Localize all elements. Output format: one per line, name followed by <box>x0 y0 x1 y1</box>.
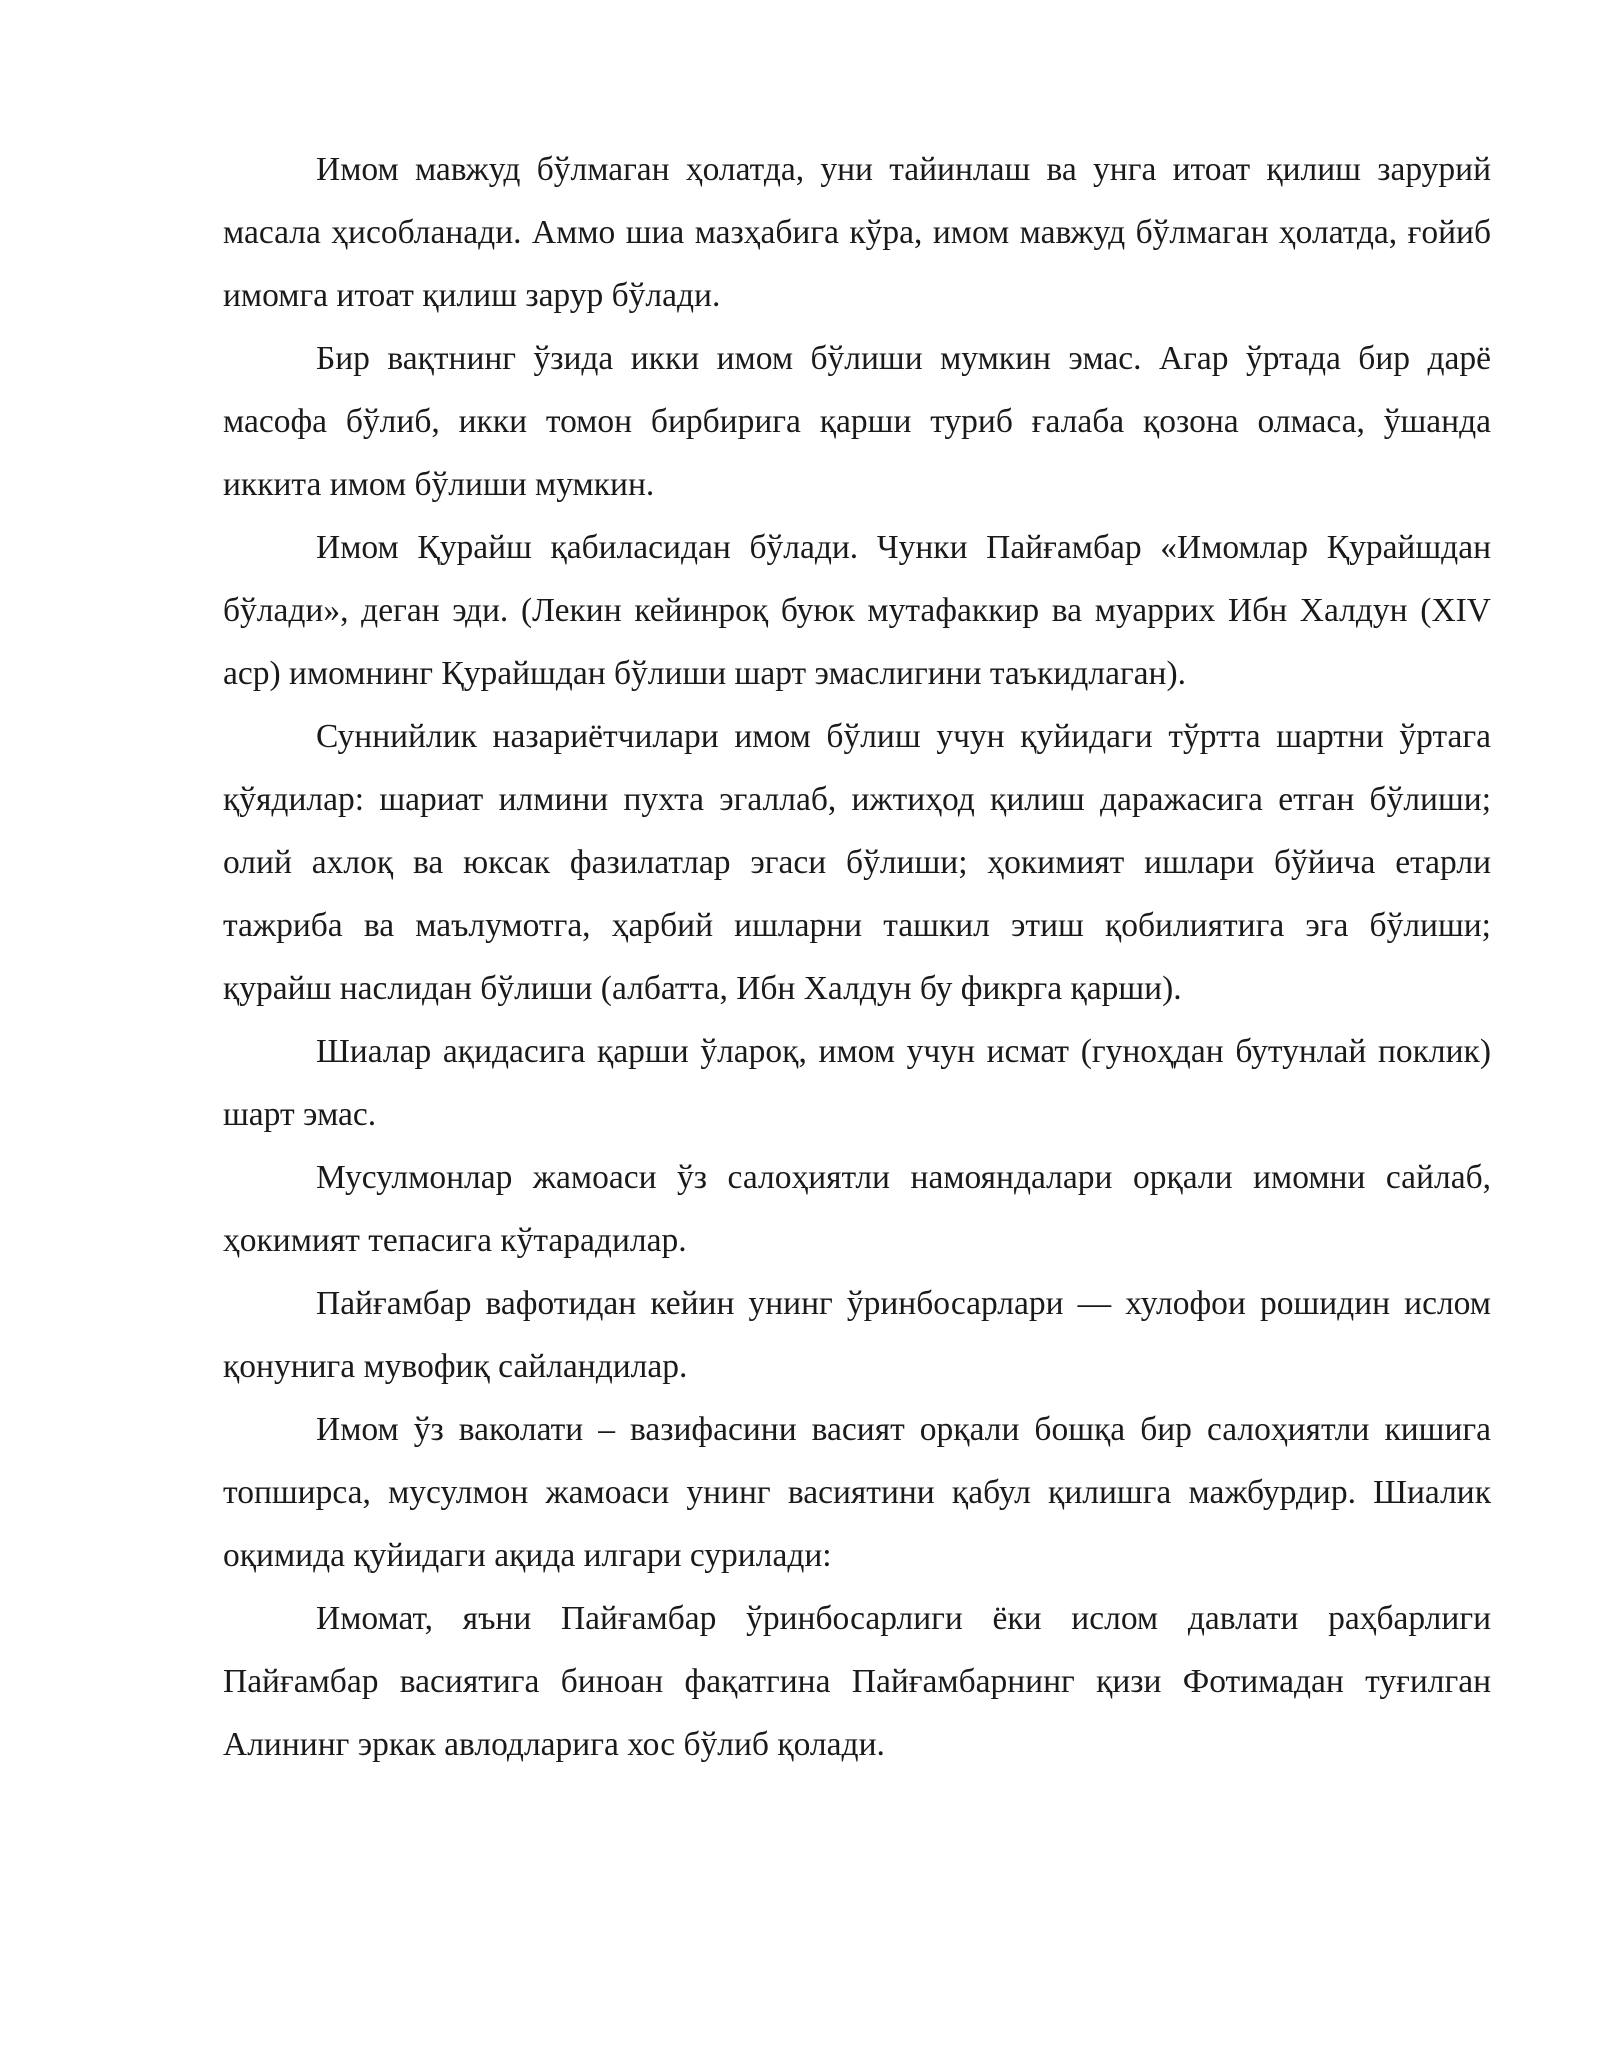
paragraph-3: Имом Қурайш қабиласидан бўлади. Чунки Пайғамбар «Имомлар Қурайшдан бўлади», деган эди. (Лекин кейинроқ буюк мутафаккир ва муаррих Ибн Халдун (XIV аср) имомнинг Қурайшдан бўлиши шарт эмаслигини таъкидлаган). <box>223 529 1491 692</box>
paragraph-6: Мусулмонлар жамоаси ўз салоҳиятли намояндалари орқали имомни сайлаб, ҳокимият тепасига кўтарадилар. <box>223 1159 1491 1259</box>
paragraph-4: Суннийлик назариётчилари имом бўлиш учун қуйидаги тўртта шартни ўртага қўядилар: шариат илмини пухта эгаллаб, ижтиҳод қилиш даражасига етган бўлиши; олий ахлоқ ва юксак фазилатлар эгаси бўлиши; ҳокимият ишлари бўйича етарли тажриба ва маълумотга, ҳарбий ишларни ташкил этиш қобилиятига эга бўлиши; қурайш наслидан бўлиши (албатта, Ибн Халдун бу фикрга қарши). <box>223 718 1533 1007</box>
document-body <box>223 138 1533 1776</box>
paragraph-5: Шиалар ақидасига қарши ўлароқ, имом учун исмат (гуноҳдан бутунлай поклик) шарт эмас. <box>223 1033 1491 1133</box>
paragraph-2: Бир вақтнинг ўзида икки имом бўлиши мумкин эмас. Агар ўртада бир дарё масофа бўлиб, икки томон бирбирига қарши туриб ғалаба қозона олмаса, ўшанда иккита имом бўлиши мумкин. <box>223 340 1491 503</box>
paragraph-9: Имомат, яъни Пайғамбар ўринбосарлиги ёки ислом давлати раҳбарлиги Пайғамбар васиятига биноан фақатгина Пайғамбарнинг қизи Фотимадан туғилган Алининг эркак авлодларига хос бўлиб қолади. <box>223 1600 1491 1763</box>
paragraph-1: Имом мавжуд бўлмаган ҳолатда, уни тайинлаш ва унга итоат қилиш зарурий масала ҳисобланади. Аммо шиа мазҳабига кўра, имом мавжуд бўлмаган ҳолатда, ғойиб имомга итоат қилиш зарур бўлади. <box>223 151 1491 314</box>
paragraph-7: Пайғамбар вафотидан кейин унинг ўринбосарлари — хулофои рошидин ислом қонунига мувофиқ сайландилар. <box>223 1285 1491 1385</box>
paragraph-8: Имом ўз ваколати – вазифасини васият орқали бошқа бир салоҳиятли кишига топширса, мусулмон жамоаси унинг васиятини қабул қилишга мажбурдир. Шиалик оқимида қуйидаги ақида илгари сурилади: <box>223 1411 1491 1574</box>
